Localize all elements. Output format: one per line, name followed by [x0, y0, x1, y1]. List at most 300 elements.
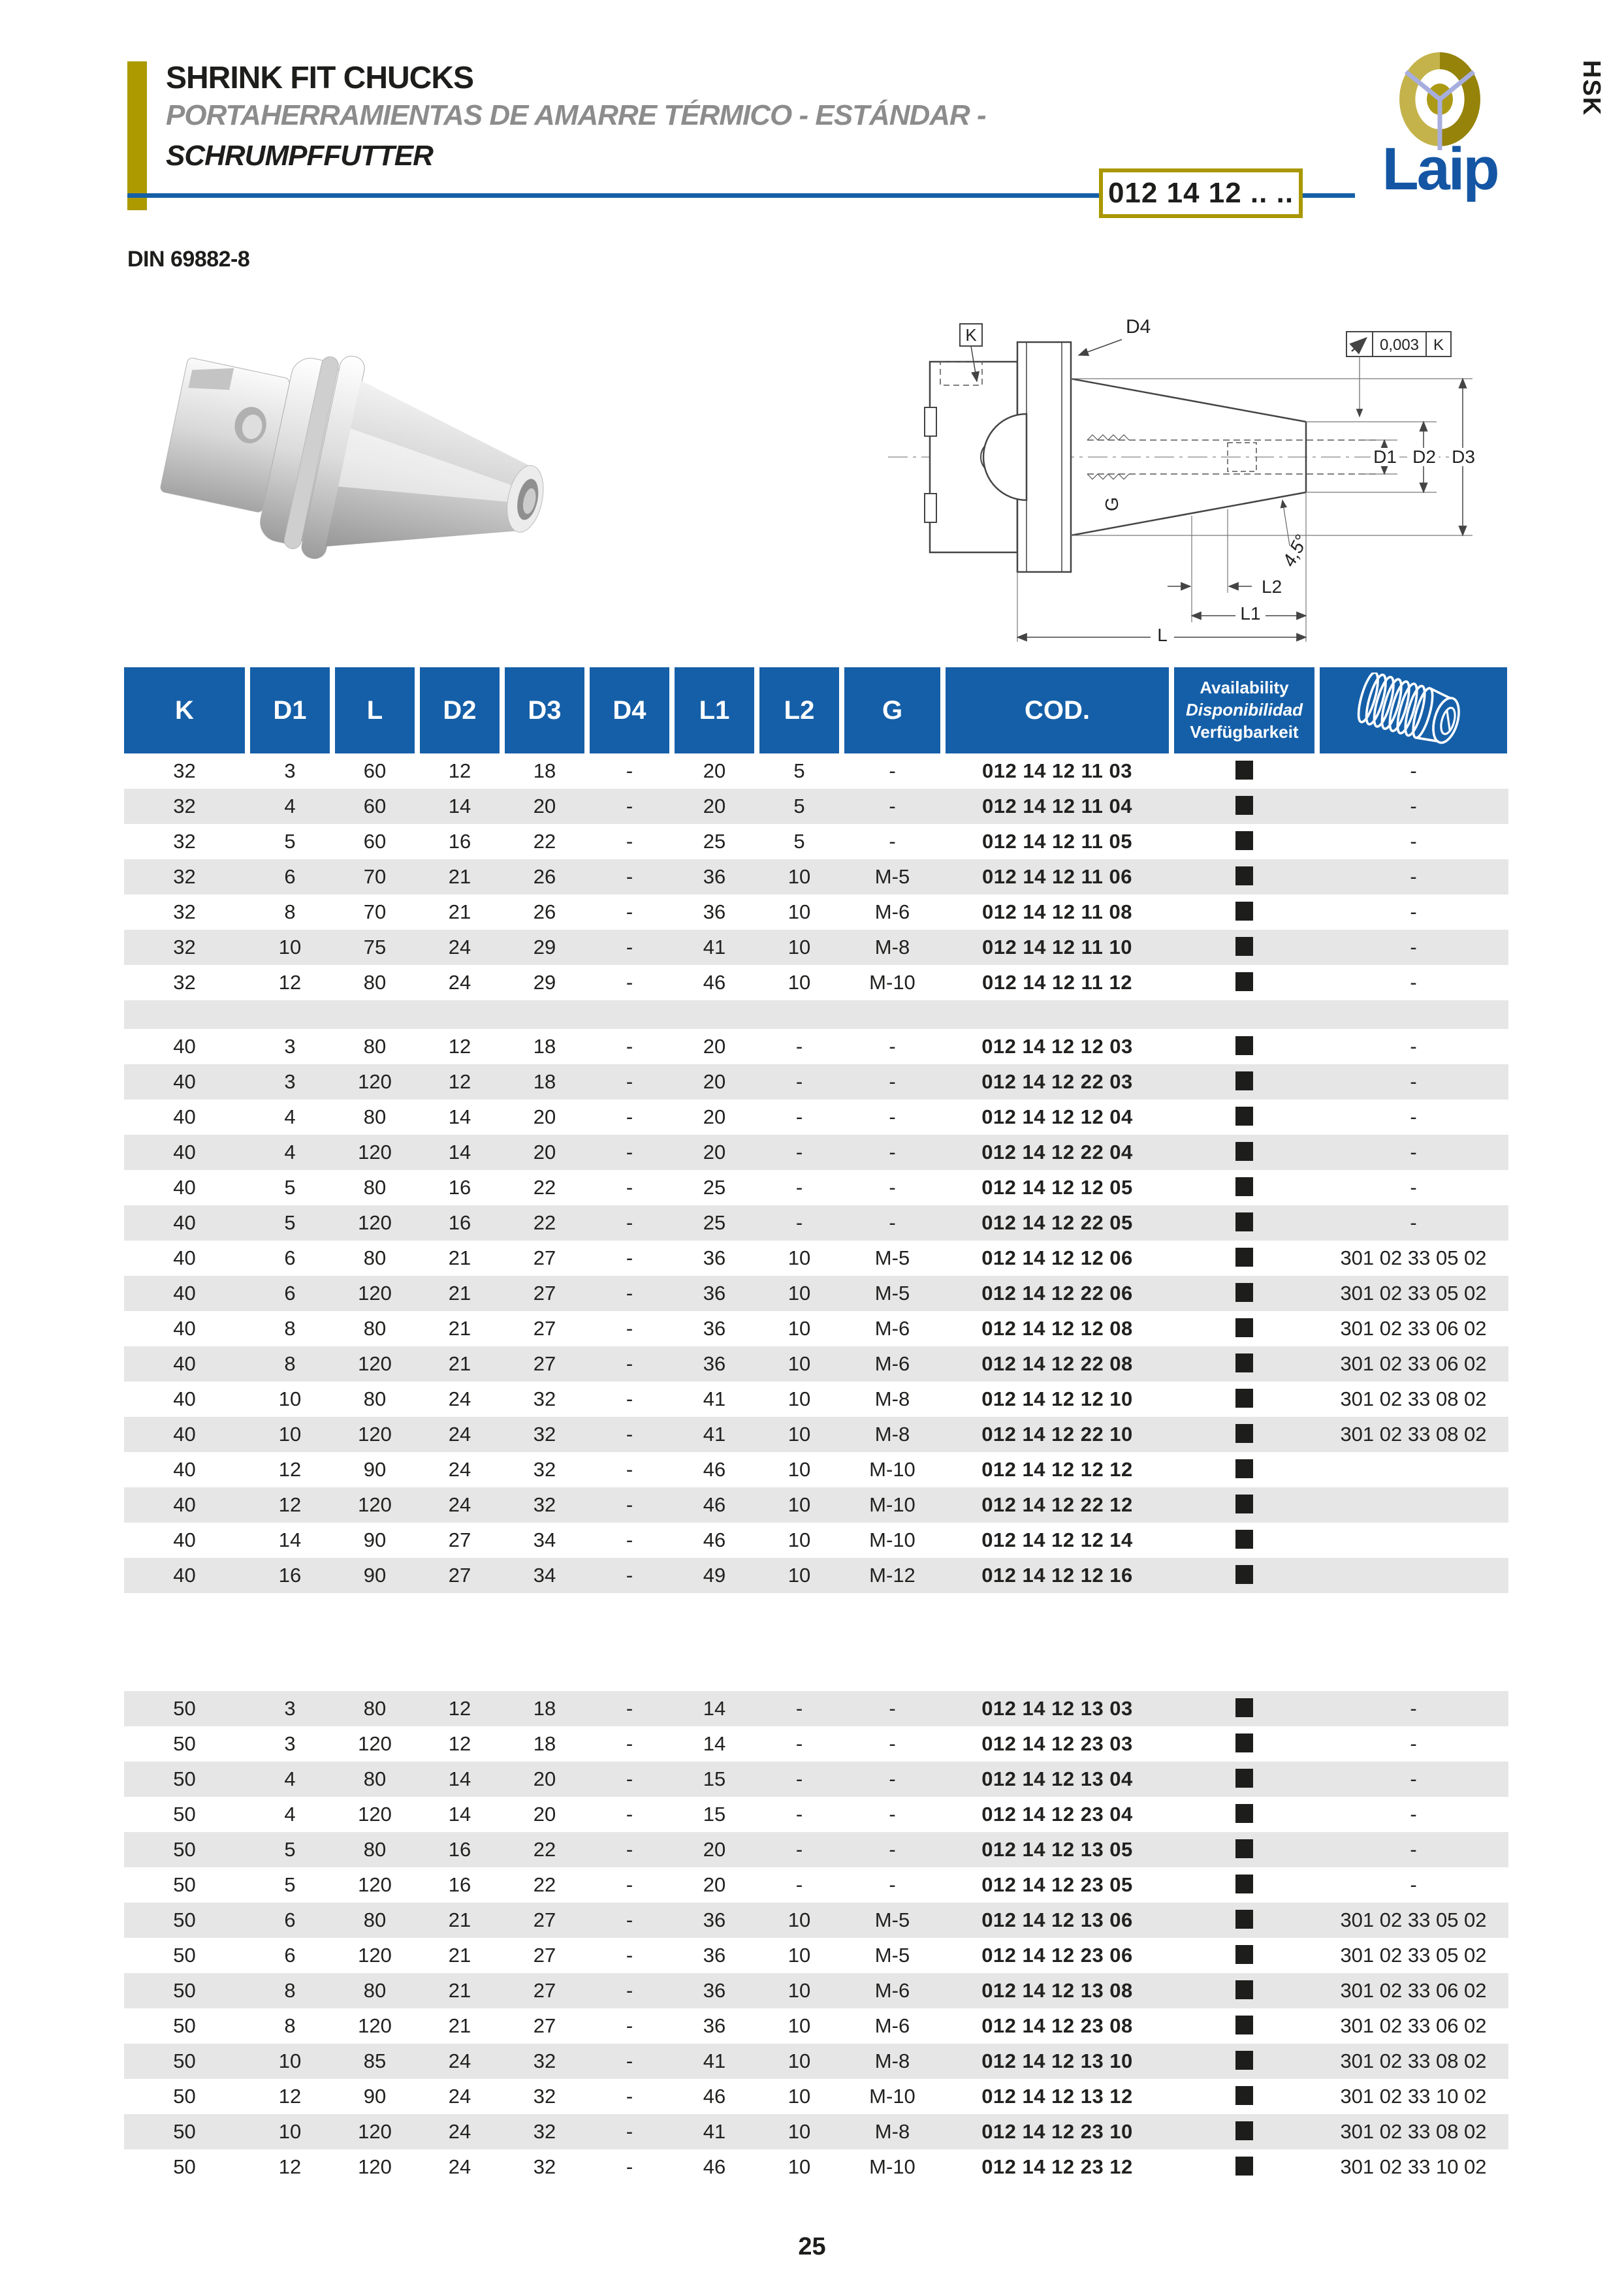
label-d3: D3 — [1452, 447, 1475, 467]
cell-availability — [1174, 789, 1314, 824]
cell-l: 80 — [363, 971, 387, 994]
cell-l1: 25 — [703, 1176, 726, 1199]
cell-d4: - — [626, 1528, 633, 1551]
cell-l1: 20 — [703, 1873, 726, 1896]
cell-d2: 14 — [448, 1141, 471, 1163]
cell-d1: 10 — [278, 1423, 302, 1446]
cell-l1: 15 — [703, 1767, 726, 1790]
cell-l: 60 — [363, 830, 387, 853]
cell-d4: - — [626, 1423, 633, 1446]
cell-cod: 012 14 12 23 12 — [981, 2155, 1133, 2178]
cell-l1: 41 — [703, 936, 726, 958]
cell-cod: 012 14 12 12 12 — [981, 1458, 1133, 1481]
cell-l: 80 — [363, 1908, 387, 1931]
cell-d2: 24 — [448, 1387, 471, 1410]
cell-d1: 12 — [278, 971, 302, 994]
cell-l: 90 — [363, 1564, 387, 1587]
cell-d1: 10 — [278, 2050, 302, 2072]
cell-l2: 10 — [788, 1423, 811, 1446]
table-row — [124, 1558, 1508, 1593]
cell-k: 40 — [173, 1387, 196, 1410]
cell-d4: - — [626, 1211, 633, 1234]
cell-cod: 012 14 12 12 05 — [981, 1176, 1133, 1199]
availability-marker — [1235, 1142, 1253, 1161]
cell-l2: - — [795, 1070, 803, 1093]
availability-marker — [1235, 1980, 1253, 1999]
cell-l: 75 — [363, 936, 387, 958]
cell-l2: 5 — [793, 759, 805, 782]
cell-availability — [1174, 1311, 1314, 1346]
cell-d3: 27 — [533, 2014, 556, 2037]
cell-screw-code: - — [1410, 865, 1417, 888]
cell-l: 120 — [358, 1352, 392, 1375]
availability-marker — [1235, 1283, 1253, 1302]
cell-k: 40 — [173, 1528, 196, 1551]
cell-g: - — [889, 1105, 896, 1128]
cell-k: 40 — [173, 1352, 196, 1375]
cell-g: M-6 — [874, 900, 910, 923]
cell-l: 60 — [363, 759, 387, 782]
label-l1: L1 — [1240, 603, 1261, 624]
cell-cod: 012 14 12 11 10 — [982, 936, 1132, 958]
table-row — [124, 753, 1508, 789]
cell-cod: 012 14 12 13 10 — [981, 2050, 1133, 2072]
cell-d2: 14 — [448, 1803, 471, 1826]
cell-l1: 36 — [703, 1246, 726, 1269]
cell-g: M-10 — [869, 1458, 915, 1481]
tolerance-datum: K — [1433, 336, 1444, 354]
cell-g: M-6 — [874, 2014, 910, 2037]
availability-marker — [1235, 2086, 1253, 2105]
cell-l1: 46 — [703, 1528, 726, 1551]
cell-d2: 24 — [448, 1458, 471, 1481]
cell-screw-code: 301 02 33 06 02 — [1340, 1979, 1487, 2002]
cell-d1: 6 — [284, 1282, 296, 1305]
cell-availability — [1174, 1903, 1314, 1938]
table-row — [124, 789, 1508, 824]
order-code-box: 012 14 12 .. .. — [1099, 168, 1303, 218]
cell-l: 80 — [363, 1697, 387, 1720]
table-row — [124, 2044, 1508, 2079]
cell-l2: - — [795, 1141, 803, 1163]
cell-k: 40 — [173, 1141, 196, 1163]
cell-d4: - — [626, 1458, 633, 1481]
cell-l2: 10 — [788, 2085, 811, 2108]
cell-l: 80 — [363, 1979, 387, 2002]
cell-d1: 5 — [284, 1873, 296, 1896]
cell-d1: 4 — [284, 1803, 296, 1826]
cell-d2: 21 — [448, 1317, 471, 1340]
cell-d3: 26 — [533, 865, 556, 888]
availability-marker — [1235, 1698, 1253, 1717]
cell-k: 40 — [173, 1246, 196, 1269]
cell-d3: 20 — [533, 1141, 556, 1163]
cell-l1: 25 — [703, 1211, 726, 1234]
availability-marker — [1235, 937, 1253, 956]
cell-g: M-10 — [869, 1528, 915, 1551]
cell-k: 32 — [173, 971, 196, 994]
cell-screw-code: 301 02 33 05 02 — [1340, 1246, 1487, 1269]
cell-l: 70 — [363, 900, 387, 923]
cell-l: 80 — [363, 1176, 387, 1199]
cell-d4: - — [626, 1803, 633, 1826]
cell-d4: - — [626, 1944, 633, 1967]
availability-en: Availability — [1200, 678, 1289, 698]
cell-l2: 10 — [788, 900, 811, 923]
cell-l1: 41 — [703, 1387, 726, 1410]
cell-screw-code: - — [1410, 830, 1417, 853]
cell-d4: - — [626, 2050, 633, 2072]
cell-l: 120 — [358, 1873, 392, 1896]
cell-l2: 10 — [788, 865, 811, 888]
cell-d1: 8 — [284, 900, 296, 923]
cell-d4: - — [626, 795, 633, 817]
cell-l1: 46 — [703, 2155, 726, 2178]
cell-cod: 012 14 12 13 03 — [981, 1697, 1133, 1720]
spec-table — [124, 667, 1508, 2185]
table-row — [124, 2149, 1508, 2185]
cell-availability — [1174, 894, 1314, 930]
cell-d3: 27 — [533, 1317, 556, 1340]
cell-k: 50 — [173, 2014, 196, 2037]
cell-d1: 4 — [284, 795, 296, 817]
cell-d4: - — [626, 1070, 633, 1093]
cell-d2: 16 — [448, 1211, 471, 1234]
cell-cod: 012 14 12 12 06 — [981, 1246, 1133, 1269]
cell-d4: - — [626, 1176, 633, 1199]
availability-marker — [1235, 831, 1253, 850]
cell-k: 40 — [173, 1176, 196, 1199]
cell-cod: 012 14 12 23 04 — [981, 1803, 1133, 1826]
cell-d1: 4 — [284, 1105, 296, 1128]
cell-d4: - — [626, 1352, 633, 1375]
cell-d3: 18 — [533, 1732, 556, 1755]
table-row — [124, 1205, 1508, 1241]
cell-d1: 16 — [278, 1564, 302, 1587]
cell-d2: 12 — [448, 1070, 471, 1093]
cell-l: 90 — [363, 1528, 387, 1551]
cell-d3: 20 — [533, 1803, 556, 1826]
cell-d4: - — [626, 900, 633, 923]
cell-k: 40 — [173, 1317, 196, 1340]
cell-l: 120 — [358, 2155, 392, 2178]
cell-d1: 6 — [284, 1908, 296, 1931]
cell-d4: - — [626, 1141, 633, 1163]
cell-availability — [1174, 1487, 1314, 1523]
table-row — [124, 1241, 1508, 1276]
cell-availability — [1174, 1867, 1314, 1903]
cell-cod: 012 14 12 22 06 — [981, 1282, 1133, 1305]
cell-availability — [1174, 2149, 1314, 2185]
cell-l2: 10 — [788, 971, 811, 994]
cell-availability — [1174, 859, 1314, 894]
cell-l1: 36 — [703, 1352, 726, 1375]
cell-l2: 10 — [788, 1564, 811, 1587]
cell-availability — [1174, 1452, 1314, 1487]
availability-de: Verfügbarkeit — [1190, 721, 1299, 742]
cell-d2: 14 — [448, 1105, 471, 1128]
cell-screw-code: - — [1410, 1767, 1417, 1790]
cell-d3: 29 — [533, 936, 556, 958]
availability-marker — [1235, 2016, 1253, 2034]
cell-d3: 34 — [533, 1528, 556, 1551]
col-header-availability — [1174, 667, 1314, 753]
cell-cod: 012 14 12 13 08 — [981, 1979, 1133, 2002]
cell-availability — [1174, 1382, 1314, 1417]
cell-d1: 8 — [284, 1979, 296, 2002]
cell-k: 50 — [173, 2085, 196, 2108]
table-row — [124, 1762, 1508, 1797]
availability-marker — [1235, 866, 1253, 885]
availability-marker — [1235, 1910, 1253, 1929]
standard-reference: DIN 69882-8 — [127, 247, 250, 272]
cell-g: - — [889, 1767, 896, 1790]
cell-g: - — [889, 1732, 896, 1755]
cell-d2: 21 — [448, 1908, 471, 1931]
availability-marker — [1235, 2121, 1253, 2140]
cell-d4: - — [626, 1317, 633, 1340]
cell-screw-code: 301 02 33 08 02 — [1340, 2050, 1487, 2072]
cell-l: 120 — [358, 1423, 392, 1446]
cell-d2: 12 — [448, 1697, 471, 1720]
cell-l1: 46 — [703, 971, 726, 994]
cell-l1: 36 — [703, 1944, 726, 1967]
cell-availability — [1174, 1241, 1314, 1276]
table-row — [124, 1691, 1508, 1726]
col-header-d1: D1 — [250, 667, 330, 753]
cell-d4: - — [626, 1767, 633, 1790]
table-row — [124, 1938, 1508, 1973]
label-d4: D4 — [1126, 316, 1151, 338]
cell-l1: 36 — [703, 900, 726, 923]
cell-d3: 27 — [533, 1979, 556, 2002]
cell-d1: 10 — [278, 936, 302, 958]
cell-availability — [1174, 1973, 1314, 2008]
col-header-d2: D2 — [420, 667, 500, 753]
cell-d4: - — [626, 936, 633, 958]
availability-marker — [1235, 1212, 1253, 1231]
cell-d3: 32 — [533, 1387, 556, 1410]
cell-d1: 12 — [278, 2085, 302, 2108]
cell-l2: 10 — [788, 1387, 811, 1410]
cell-l: 80 — [363, 1838, 387, 1861]
cell-cod: 012 14 12 23 06 — [981, 1944, 1133, 1967]
cell-g: - — [889, 759, 896, 782]
cell-d4: - — [626, 1105, 633, 1128]
cell-l1: 25 — [703, 830, 726, 853]
cell-k: 50 — [173, 1944, 196, 1967]
cell-g: M-5 — [874, 1246, 910, 1269]
availability-marker — [1235, 1036, 1253, 1055]
cell-l1: 36 — [703, 1908, 726, 1931]
cell-k: 32 — [173, 830, 196, 853]
cell-d2: 21 — [448, 900, 471, 923]
cell-cod: 012 14 12 22 08 — [981, 1352, 1133, 1375]
cell-d1: 5 — [284, 830, 296, 853]
cell-g: M-10 — [869, 1493, 915, 1516]
availability-marker — [1235, 972, 1253, 991]
cell-availability — [1174, 1523, 1314, 1558]
label-d2: D2 — [1412, 447, 1436, 467]
cell-d3: 32 — [533, 2085, 556, 2108]
table-row — [124, 1346, 1508, 1382]
cell-l: 120 — [358, 2014, 392, 2037]
cell-g: - — [889, 1211, 896, 1234]
cell-availability — [1174, 1762, 1314, 1797]
cell-screw-code: - — [1410, 1211, 1417, 1234]
table-row — [124, 1973, 1508, 2008]
cell-l2: - — [795, 1176, 803, 1199]
cell-screw-code: - — [1410, 1141, 1417, 1163]
cell-availability — [1174, 1170, 1314, 1205]
availability-marker — [1235, 1459, 1253, 1478]
cell-d4: - — [626, 1838, 633, 1861]
cell-k: 50 — [173, 2050, 196, 2072]
cell-d1: 8 — [284, 1317, 296, 1340]
spacer-row — [124, 1593, 1508, 1691]
cell-screw-code: - — [1410, 1070, 1417, 1093]
availability-marker — [1235, 1248, 1253, 1267]
cell-g: M-8 — [874, 2050, 910, 2072]
cell-l: 120 — [358, 1282, 392, 1305]
table-row — [124, 859, 1508, 894]
cell-l2: 10 — [788, 1493, 811, 1516]
cell-l: 120 — [358, 1732, 392, 1755]
cell-g: M-5 — [874, 865, 910, 888]
cell-l2: - — [795, 1732, 803, 1755]
availability-marker — [1235, 1177, 1253, 1196]
cell-l1: 20 — [703, 795, 726, 817]
cell-screw-code: 301 02 33 08 02 — [1340, 2120, 1487, 2143]
table-row — [124, 1832, 1508, 1867]
cell-g: M-8 — [874, 936, 910, 958]
cell-k: 50 — [173, 1803, 196, 1826]
cell-d2: 24 — [448, 936, 471, 958]
cell-d3: 18 — [533, 1070, 556, 1093]
cell-screw-code: 301 02 33 08 02 — [1340, 1423, 1487, 1446]
cell-cod: 012 14 12 13 05 — [981, 1838, 1133, 1861]
cell-l1: 20 — [703, 1838, 726, 1861]
cell-k: 50 — [173, 1838, 196, 1861]
cell-g: M-6 — [874, 1317, 910, 1340]
availability-es: Disponibilidad — [1185, 700, 1303, 720]
cell-l2: - — [795, 1838, 803, 1861]
cell-l1: 36 — [703, 1979, 726, 2002]
cell-k: 32 — [173, 865, 196, 888]
cell-k: 32 — [173, 900, 196, 923]
subtitle-spanish: PORTAHERRAMIENTAS DE AMARRE TÉRMICO - ESTÁNDAR - — [166, 99, 986, 131]
cell-l2: 10 — [788, 1528, 811, 1551]
cell-cod: 012 14 12 13 06 — [981, 1908, 1133, 1931]
cell-screw-code: 301 02 33 06 02 — [1340, 1352, 1487, 1375]
cell-screw-code: 301 02 33 08 02 — [1340, 1387, 1487, 1410]
cell-cod: 012 14 12 22 03 — [981, 1070, 1133, 1093]
cell-k: 40 — [173, 1564, 196, 1587]
cell-d2: 16 — [448, 1176, 471, 1199]
cell-d2: 21 — [448, 2014, 471, 2037]
cell-availability — [1174, 1797, 1314, 1832]
cell-screw-code: - — [1410, 936, 1417, 958]
cell-l: 120 — [358, 1070, 392, 1093]
cell-l2: 5 — [793, 795, 805, 817]
label-k: K — [965, 325, 977, 345]
cell-l: 120 — [358, 1803, 392, 1826]
availability-marker — [1235, 1945, 1253, 1964]
availability-marker — [1235, 902, 1253, 921]
cell-d2: 24 — [448, 1423, 471, 1446]
cell-l1: 41 — [703, 2120, 726, 2143]
cell-l2: 10 — [788, 2050, 811, 2072]
cell-d1: 8 — [284, 2014, 296, 2037]
availability-marker — [1235, 761, 1253, 780]
cell-availability — [1174, 1726, 1314, 1762]
cell-d3: 27 — [533, 1908, 556, 1931]
cell-d4: - — [626, 971, 633, 994]
cell-k: 50 — [173, 1767, 196, 1790]
cell-d3: 22 — [533, 1873, 556, 1896]
cell-d4: - — [626, 1732, 633, 1755]
table-row — [124, 1135, 1508, 1170]
cell-l: 70 — [363, 865, 387, 888]
col-header-l1: L1 — [675, 667, 754, 753]
col-header-cod: COD. — [946, 667, 1169, 753]
availability-marker — [1235, 1424, 1253, 1443]
cell-k: 32 — [173, 936, 196, 958]
cell-cod: 012 14 12 12 04 — [981, 1105, 1133, 1128]
cell-screw-code: - — [1410, 759, 1417, 782]
cell-d1: 6 — [284, 1944, 296, 1967]
cell-l1: 46 — [703, 1493, 726, 1516]
cell-d2: 21 — [448, 865, 471, 888]
cell-l: 80 — [363, 1035, 387, 1058]
cell-g: M-8 — [874, 1387, 910, 1410]
cell-l: 80 — [363, 1105, 387, 1128]
cell-l2: 10 — [788, 1908, 811, 1931]
cell-cod: 012 14 12 22 04 — [981, 1141, 1133, 1163]
cell-d1: 5 — [284, 1211, 296, 1234]
cell-availability — [1174, 2114, 1314, 2149]
label-l2: L2 — [1262, 577, 1282, 597]
cell-l: 80 — [363, 1317, 387, 1340]
cell-screw-code: 301 02 33 06 02 — [1340, 1317, 1487, 1340]
cell-d2: 16 — [448, 1838, 471, 1861]
cell-screw-code — [1320, 1558, 1507, 1593]
cell-availability — [1174, 1205, 1314, 1241]
cell-cod: 012 14 12 11 08 — [982, 900, 1132, 923]
table-row — [124, 1487, 1508, 1523]
brand-logo — [1355, 38, 1525, 202]
cell-d4: - — [626, 1979, 633, 2002]
cell-g: M-5 — [874, 1908, 910, 1931]
cell-d1: 12 — [278, 1458, 302, 1481]
label-d1: D1 — [1373, 447, 1397, 467]
table-row — [124, 1311, 1508, 1346]
label-angle: 4,5° — [1278, 531, 1312, 570]
cell-l: 120 — [358, 1493, 392, 1516]
cell-d4: - — [626, 1873, 633, 1896]
cell-l2: - — [795, 1697, 803, 1720]
cell-g: - — [889, 1803, 896, 1826]
cell-d1: 5 — [284, 1176, 296, 1199]
cell-d3: 22 — [533, 830, 556, 853]
cell-screw-code: 301 02 33 05 02 — [1340, 1908, 1487, 1931]
cell-g: - — [889, 795, 896, 817]
table-header-row — [124, 667, 1508, 753]
cell-k: 40 — [173, 1458, 196, 1481]
cell-k: 40 — [173, 1493, 196, 1516]
cell-d3: 20 — [533, 795, 556, 817]
cell-availability — [1174, 930, 1314, 965]
